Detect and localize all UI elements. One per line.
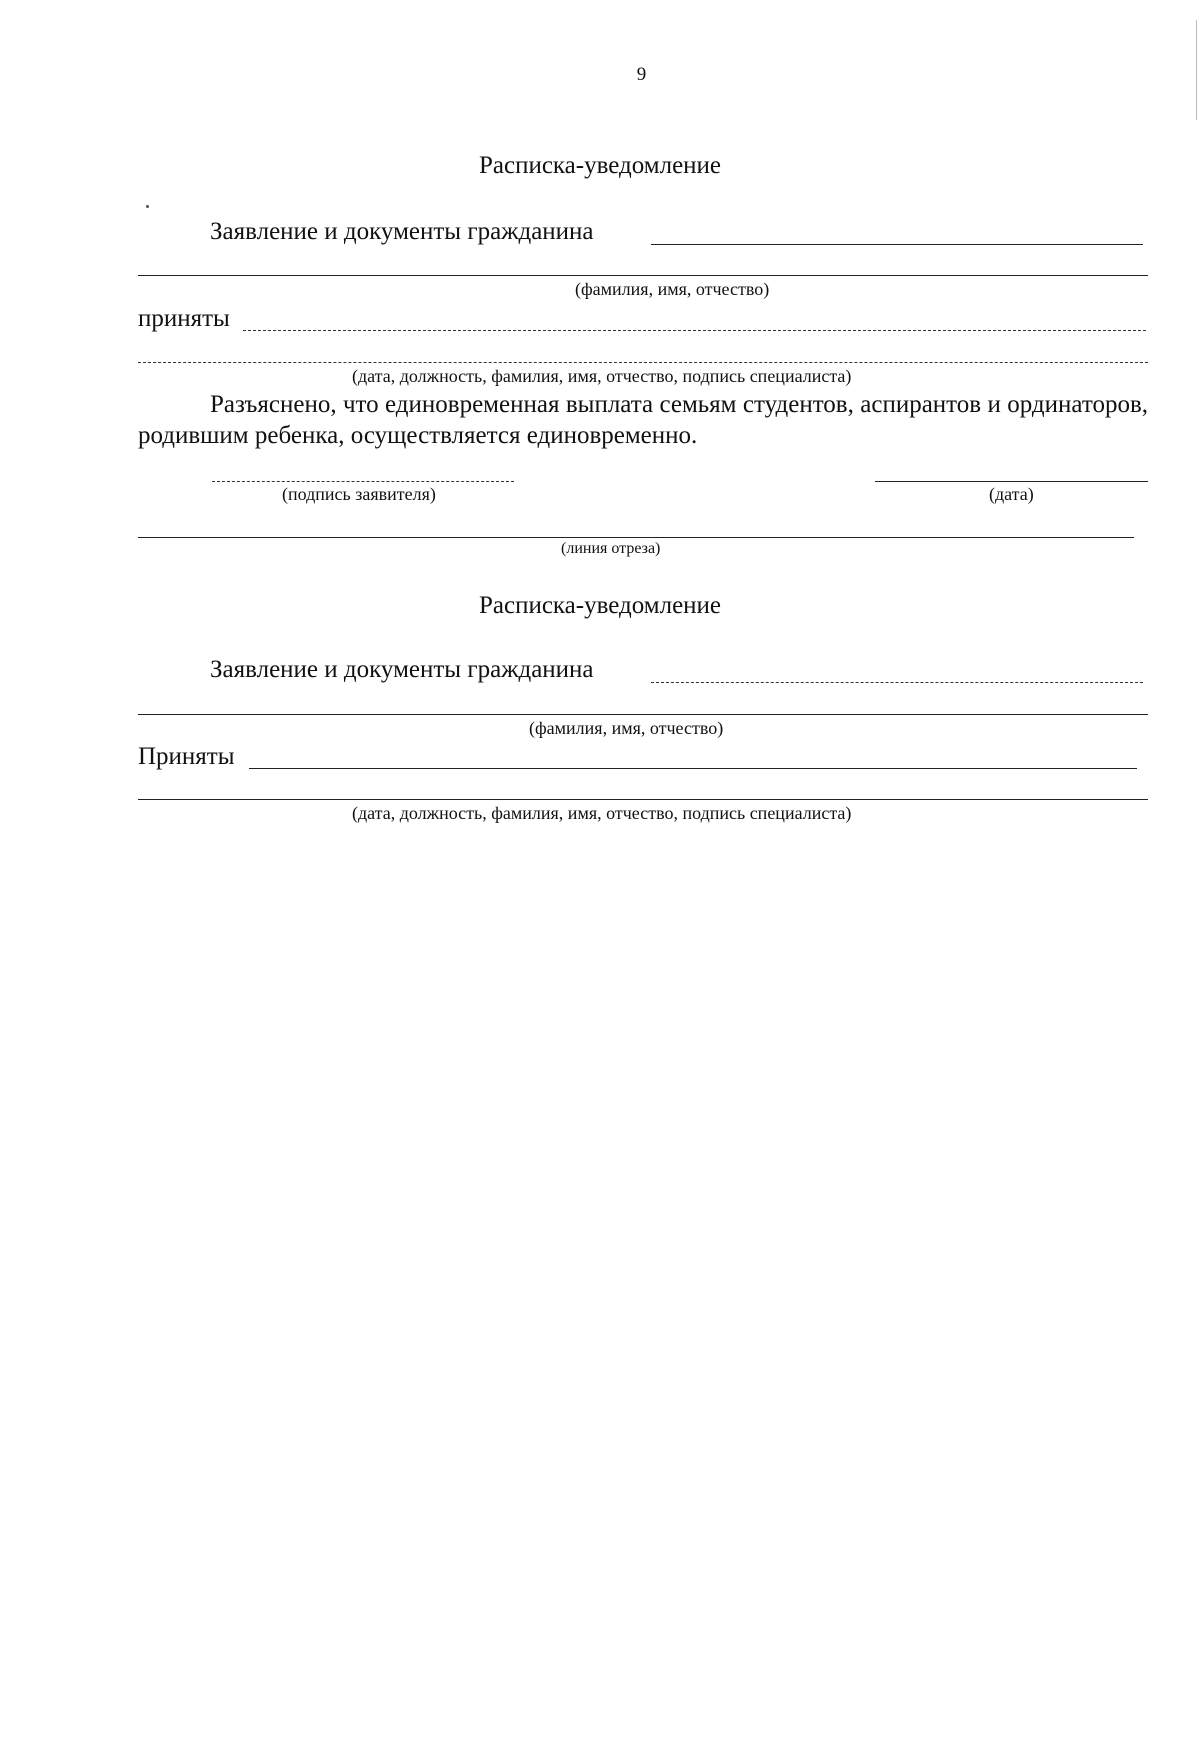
receipt-2-specialist-caption: (дата, должность, фамилия, имя, отчество, подпись специалиста): [352, 803, 852, 823]
receipt-1-application-label: Заявление и документы гражданина: [210, 218, 594, 245]
receipt-2-accepted-line[interactable]: [249, 768, 1137, 769]
receipt-1-explanation: Разъяснено, что единовременная выплата семьям студентов, аспирантов и ординаторов, родившим ребенка, осуществляется единовременно.: [138, 391, 1148, 449]
receipt-1-accepted-line[interactable]: [243, 330, 1146, 331]
scan-edge-mark: [1196, 20, 1197, 120]
receipt-2-applicant-name-line[interactable]: [651, 682, 1143, 683]
receipt-1-name-caption: (фамилия, имя, отчество): [575, 279, 770, 299]
receipt-1-applicant-signature-line[interactable]: [212, 481, 514, 482]
receipt-2-title: Расписка-уведомление: [478, 592, 722, 619]
scan-speck: [146, 205, 149, 208]
receipt-1-applicant-signature-caption: (подпись заявителя): [282, 484, 436, 504]
receipt-1-accepted-label: приняты: [138, 305, 230, 332]
receipt-2-name-caption: (фамилия, имя, отчество): [529, 718, 724, 738]
receipt-1-specialist-caption: (дата, должность, фамилия, имя, отчество, подпись специалиста): [352, 366, 852, 386]
receipt-1-date-line[interactable]: [875, 481, 1148, 482]
receipt-2-application-label: Заявление и документы гражданина: [210, 656, 594, 683]
receipt-1-specialist-line[interactable]: [138, 362, 1148, 363]
receipt-1-title: Расписка-уведомление: [478, 152, 722, 179]
receipt-1-date-caption: (дата): [989, 484, 1034, 504]
cut-line: [138, 537, 1134, 538]
receipt-2-accepted-label: Приняты: [138, 743, 235, 770]
receipt-2-specialist-line[interactable]: [138, 799, 1148, 800]
receipt-1-applicant-name-line-2[interactable]: [138, 275, 1148, 276]
receipt-1-applicant-name-line[interactable]: [651, 244, 1143, 245]
cut-line-caption: (линия отреза): [561, 540, 661, 557]
page-number: 9: [636, 64, 647, 85]
receipt-2-applicant-name-line-2[interactable]: [138, 714, 1148, 715]
